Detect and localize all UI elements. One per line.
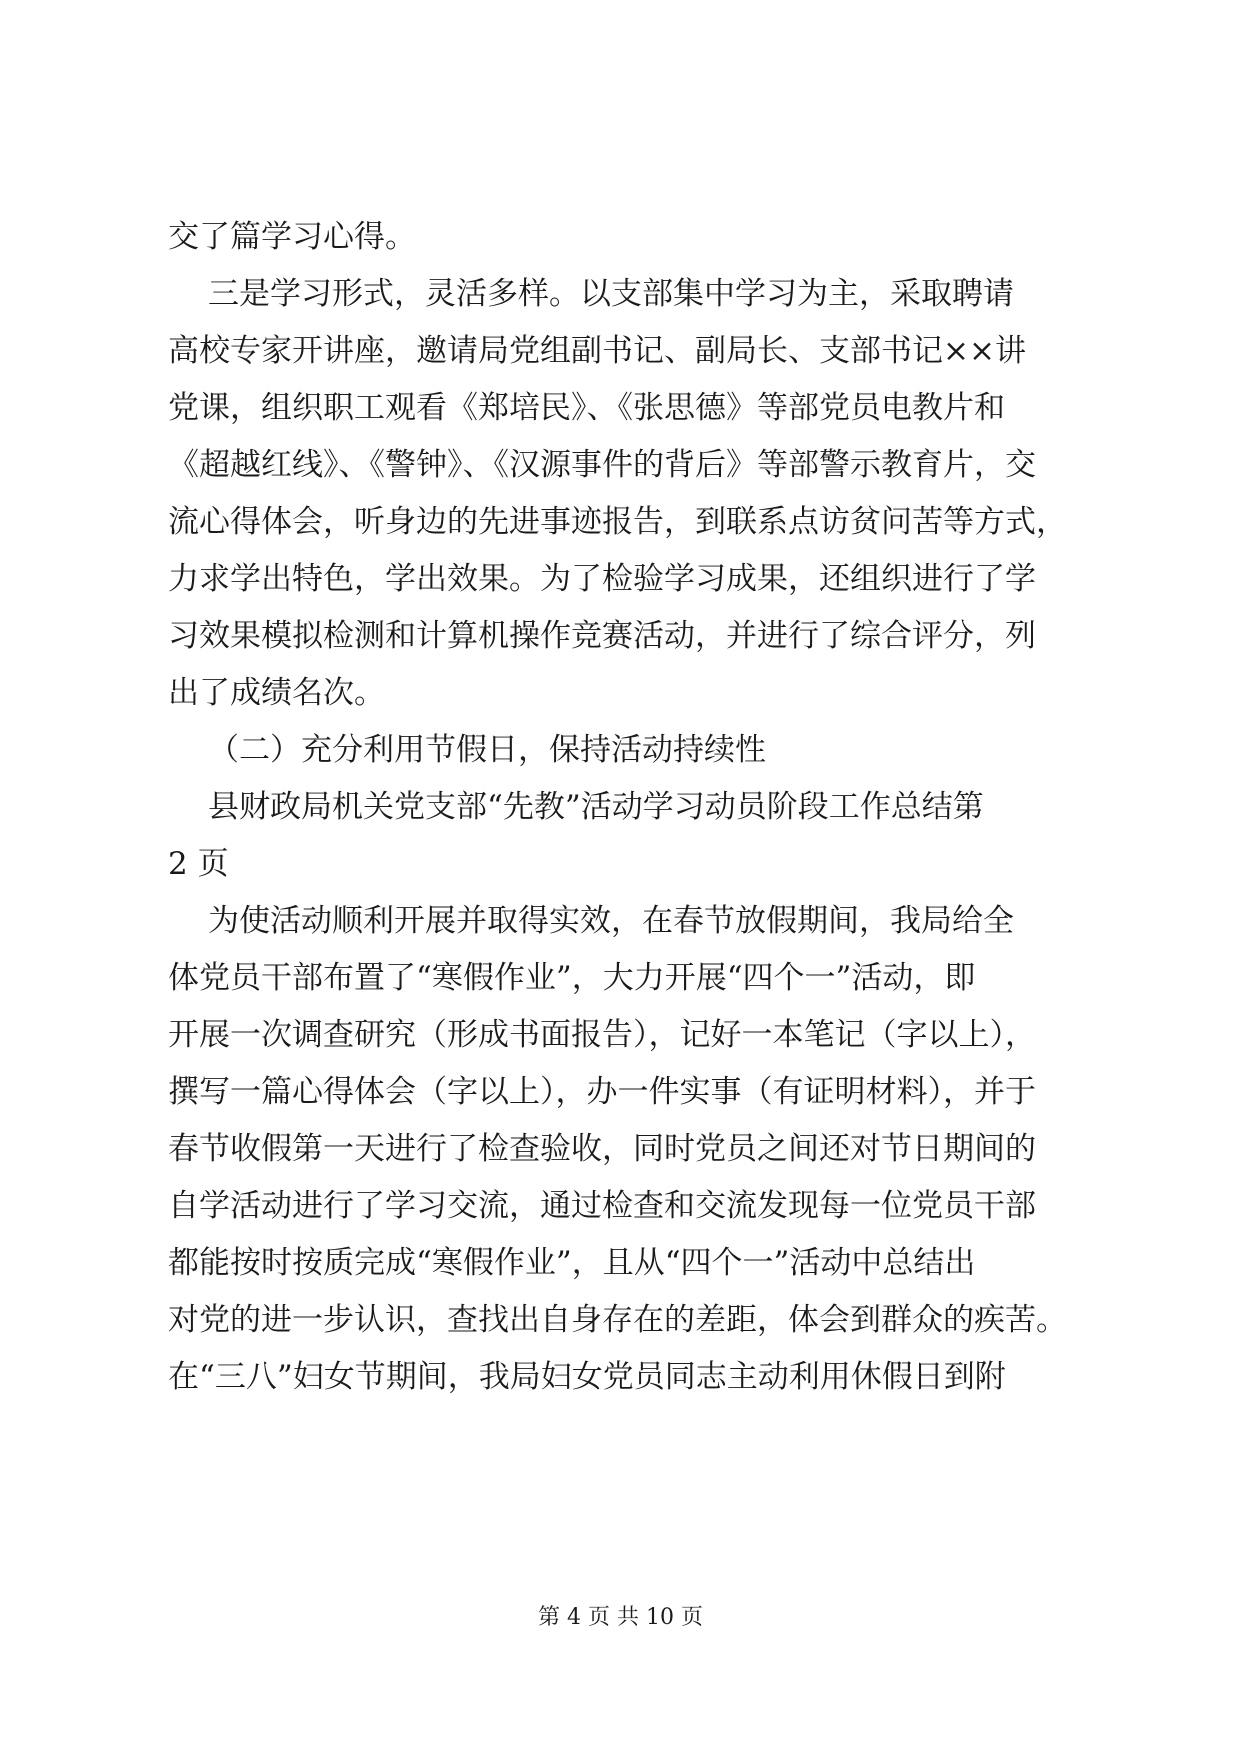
text-line: 为使活动顺利开展并取得实效，在春节放假期间，我局给全 bbox=[208, 903, 1014, 939]
text-line: 三是学习形式，灵活多样。以支部集中学习为主，采取聘请 bbox=[208, 276, 1014, 312]
text-line: 都能按时按质完成“寒假作业”，且从“四个一”活动中总结出 bbox=[168, 1245, 976, 1281]
text-line: 出了成绩名次。 bbox=[168, 675, 385, 711]
text-line: 流心得体会，听身边的先进事迹报告，到联系点访贫问苦等方式， bbox=[168, 504, 1067, 540]
text-line: 党课，组织职工观看《郑培民》、《张思德》等部党员电教片和 bbox=[168, 390, 1005, 426]
text-line: 撰写一篇心得体会（字以上），办一件实事（有证明材料），并于 bbox=[168, 1074, 1036, 1110]
text-line: 高校专家开讲座，邀请局党组副书记、副局长、支部书记××讲 bbox=[168, 333, 1026, 369]
text-line: 《超越红线》、《警钟》、《汉源事件的背后》等部警示教育片，交 bbox=[168, 447, 1036, 483]
text-line: 开展一次调查研究（形成书面报告），记好一本笔记（字以上）， bbox=[168, 1017, 1036, 1053]
text-line: 习效果模拟检测和计算机操作竞赛活动，并进行了综合评分，列 bbox=[168, 618, 1036, 654]
text-line: 春节收假第一天进行了检查验收，同时党员之间还对节日期间的 bbox=[168, 1131, 1036, 1167]
text-line: 体党员干部布置了“寒假作业”，大力开展“四个一”活动，即 bbox=[168, 960, 976, 996]
text-line: 在“三八”妇女节期间，我局妇女党员同志主动利用休假日到附 bbox=[168, 1359, 1006, 1395]
text-line: 2 页 bbox=[168, 846, 229, 882]
text-line: 交了篇学习心得。 bbox=[168, 219, 416, 255]
text-line: 力求学出特色，学出效果。为了检验学习成果，还组织进行了学 bbox=[168, 561, 1036, 597]
text-line: 对党的进一步认识，查找出自身存在的差距，体会到群众的疾苦。 bbox=[168, 1302, 1067, 1338]
text-line: 自学活动进行了学习交流，通过检查和交流发现每一位党员干部 bbox=[168, 1188, 1036, 1224]
section-heading: （二）充分利用节假日，保持活动持续性 bbox=[208, 732, 766, 768]
text-line: 县财政局机关党支部“先教”活动学习动员阶段工作总结第 bbox=[208, 789, 984, 825]
page-footer: 第 4 页 共 10 页 bbox=[538, 1605, 703, 1630]
